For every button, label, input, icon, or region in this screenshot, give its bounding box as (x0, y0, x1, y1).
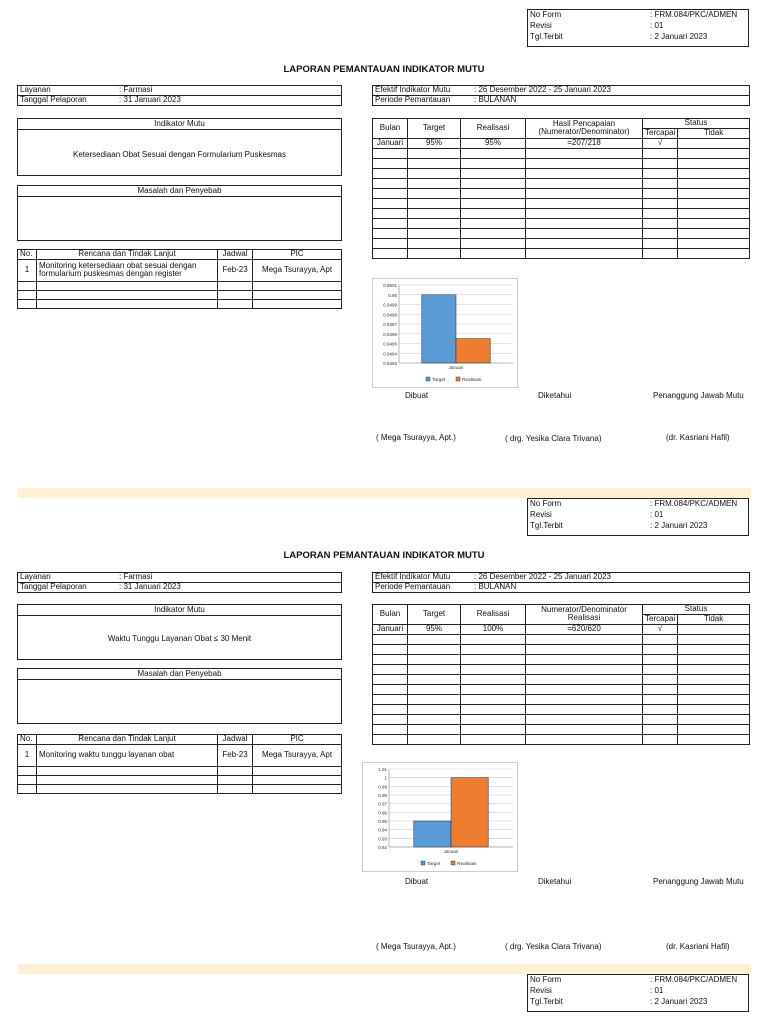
empty-cell (643, 228, 678, 238)
empty-cell (373, 198, 408, 208)
empty-cell (643, 188, 678, 198)
y-tick-label: 1 (384, 775, 387, 781)
empty-cell (373, 714, 408, 724)
chart-0 (372, 278, 518, 388)
empty-cell (373, 148, 408, 158)
empty-cell (461, 178, 526, 188)
empty-cell (526, 734, 643, 744)
empty-cell (408, 168, 461, 178)
empty-cell (408, 208, 461, 218)
empty-cell (643, 644, 678, 654)
empty-cell (526, 148, 643, 158)
empty-cell (461, 188, 526, 198)
empty-cell (461, 714, 526, 724)
empty-cell (408, 674, 461, 684)
indikator-text: Ketersediaan Obat Sesuai dengan Formularium Puskesmas (73, 150, 286, 159)
sign-penanggung: Penanggung Jawab Mutu (653, 391, 744, 400)
bar-realisasi (456, 339, 490, 363)
report-info-right: Efektif Indikator Mutu : 26 Desember 2022 - 25 Januari 2023 Periode Pemantauan : BULANAN (372, 572, 750, 593)
empty-cell (678, 674, 750, 684)
empty-cell (373, 734, 408, 744)
empty-cell (678, 248, 750, 258)
empty-cell (373, 168, 408, 178)
empty-cell (408, 734, 461, 744)
bar-chart-svg (363, 763, 519, 873)
form-info-box: No Form : FRM.084/PKC/ADMEN Revisi : 01 Tgl.Terbit : 2 Januari 2023 (527, 498, 749, 536)
empty-cell (461, 654, 526, 664)
empty-cell (678, 664, 750, 674)
sign-dibuat: Dibuat (405, 391, 429, 400)
empty-cell (408, 188, 461, 198)
bar-realisasi (451, 778, 488, 847)
empty-cell (408, 178, 461, 188)
empty-cell (678, 238, 750, 248)
empty-cell (526, 248, 643, 258)
report-title: LAPORAN PEMANTAUAN INDIKATOR MUTU (283, 550, 485, 561)
empty-cell (408, 248, 461, 258)
empty-cell (461, 664, 526, 674)
empty-cell (526, 634, 643, 644)
empty-cell (461, 248, 526, 258)
x-tick-label: Januari (443, 849, 459, 854)
empty-cell (678, 228, 750, 238)
empty-cell (373, 694, 408, 704)
empty-cell (643, 218, 678, 228)
empty-cell (461, 674, 526, 684)
empty-cell (526, 228, 643, 238)
empty-cell (526, 714, 643, 724)
empty-cell (526, 654, 643, 664)
empty-cell (373, 674, 408, 684)
empty-cell (526, 218, 643, 228)
empty-cell (373, 218, 408, 228)
legend-swatch (456, 377, 460, 381)
indikator-text: Waktu Tunggu Layanan Obat ≤ 30 Menit (107, 634, 252, 643)
empty-cell (526, 664, 643, 674)
empty-cell (526, 158, 643, 168)
form-info-box: No Form : FRM.084/PKC/ADMEN Revisi : 01 Tgl.Terbit : 2 Januari 2023 (527, 974, 749, 1012)
y-tick-label: 0.9495 (383, 341, 397, 347)
empty-cell (461, 724, 526, 734)
empty-cell (408, 704, 461, 714)
y-tick-label: 0.97 (378, 801, 387, 807)
empty-cell (373, 684, 408, 694)
sign-dibuat: Dibuat (405, 877, 429, 886)
empty-cell (643, 178, 678, 188)
bar-chart-svg (373, 279, 519, 389)
empty-cell (408, 634, 461, 644)
empty-cell (373, 248, 408, 258)
empty-cell (408, 714, 461, 724)
y-tick-label: 0.9493 (383, 361, 397, 366)
sign-name-2: ( drg. Yesika Clara Trivana) (505, 942, 602, 951)
empty-cell (678, 654, 750, 664)
empty-cell (643, 248, 678, 258)
empty-cell (408, 644, 461, 654)
empty-cell (373, 644, 408, 654)
legend-label: Realisasi (462, 378, 482, 383)
empty-cell (373, 724, 408, 734)
empty-cell (643, 158, 678, 168)
empty-cell (526, 238, 643, 248)
y-tick-label: 0.95 (388, 292, 397, 298)
legend-label: Target (432, 378, 446, 383)
legend-label: Target (427, 862, 441, 867)
empty-cell (373, 208, 408, 218)
empty-cell (526, 188, 643, 198)
empty-cell (408, 724, 461, 734)
pencapaian-table: Bulan Target Realisasi Numerator/Denominator Realisasi Status Tercapai Tidak Januari 95% 100% =620/620 √ (372, 604, 750, 745)
empty-cell (643, 198, 678, 208)
bar-target (414, 821, 451, 847)
empty-cell (373, 664, 408, 674)
empty-cell (408, 158, 461, 168)
indikator-box: Indikator Mutu Ketersediaan Obat Sesuai dengan Formularium Puskesmas (17, 118, 342, 176)
empty-cell (678, 714, 750, 724)
empty-cell (408, 664, 461, 674)
empty-cell (526, 644, 643, 654)
y-tick-label: 0.9496 (383, 331, 397, 337)
empty-cell (643, 238, 678, 248)
empty-cell (461, 158, 526, 168)
empty-cell (461, 694, 526, 704)
chart-1 (362, 762, 518, 872)
empty-cell (643, 684, 678, 694)
empty-cell (461, 148, 526, 158)
empty-cell (408, 228, 461, 238)
sign-name-3: (dr. Kasriani Hafil) (666, 433, 730, 442)
report-info-left: Layanan : Farmasi Tanggal Pelaporan : 31 Januari 2023 (17, 572, 342, 593)
y-tick-label: 0.94 (378, 827, 387, 833)
y-tick-label: 0.93 (378, 836, 387, 842)
empty-cell (408, 694, 461, 704)
empty-cell (526, 674, 643, 684)
sign-diketahui: Diketahui (538, 877, 572, 886)
empty-cell (461, 208, 526, 218)
empty-cell (643, 654, 678, 664)
empty-cell (408, 654, 461, 664)
empty-cell (643, 694, 678, 704)
empty-cell (408, 684, 461, 694)
empty-cell (461, 218, 526, 228)
empty-cell (461, 168, 526, 178)
empty-cell (526, 208, 643, 218)
empty-cell (678, 724, 750, 734)
y-tick-label: 0.9499 (383, 302, 397, 308)
rencana-table: No. Rencana dan Tindak Lanjut Jadwal PIC 1 Monitoring ketersediaan obat sesuai dengan formularium puskesmas dengan register Feb-23 Mega Tsurayya, Apt (17, 249, 342, 309)
legend-swatch (421, 861, 425, 865)
empty-cell (461, 228, 526, 238)
empty-cell (408, 238, 461, 248)
sign-name-1: ( Mega Tsurayya, Apt.) (376, 942, 456, 951)
empty-cell (643, 148, 678, 158)
empty-cell (461, 704, 526, 714)
empty-cell (373, 158, 408, 168)
empty-cell (526, 704, 643, 714)
empty-cell (678, 218, 750, 228)
y-tick-label: 0.9501 (383, 283, 397, 288)
empty-cell (678, 178, 750, 188)
empty-cell (643, 734, 678, 744)
legend-label: Realisasi (457, 862, 477, 867)
sign-name-3: (dr. Kasriani Hafil) (666, 942, 730, 951)
y-tick-label: 1.01 (378, 767, 387, 772)
bar-target (422, 295, 456, 363)
empty-cell (373, 238, 408, 248)
empty-cell (678, 208, 750, 218)
pencapaian-table: Bulan Target Realisasi Hasil Pencapaian (Numerator/Denominator) Status Tercapai Tidak Januari 95% 95% =207/218 √ (372, 118, 750, 259)
y-tick-label: 0.9494 (383, 351, 397, 357)
empty-cell (678, 168, 750, 178)
empty-cell (526, 694, 643, 704)
legend-swatch (451, 861, 455, 865)
empty-cell (461, 684, 526, 694)
empty-cell (678, 684, 750, 694)
empty-cell (373, 654, 408, 664)
report-title: LAPORAN PEMANTAUAN INDIKATOR MUTU (283, 64, 485, 75)
empty-cell (408, 218, 461, 228)
empty-cell (461, 634, 526, 644)
empty-cell (643, 674, 678, 684)
empty-cell (461, 198, 526, 208)
empty-cell (373, 634, 408, 644)
empty-cell (643, 168, 678, 178)
empty-cell (526, 724, 643, 734)
page-separator (18, 488, 751, 498)
empty-cell (526, 178, 643, 188)
empty-cell (373, 228, 408, 238)
empty-cell (461, 644, 526, 654)
empty-cell (373, 188, 408, 198)
rencana-table: No. Rencana dan Tindak Lanjut Jadwal PIC 1 Monitoring waktu tunggu layanan obat Feb-23 Mega Tsurayya, Apt (17, 734, 342, 794)
empty-cell (526, 198, 643, 208)
masalah-box: Masalah dan Penyebab (17, 668, 342, 724)
empty-cell (678, 734, 750, 744)
page-separator (18, 964, 751, 974)
empty-cell (643, 714, 678, 724)
empty-cell (678, 198, 750, 208)
y-tick-label: 0.9497 (383, 322, 397, 327)
empty-cell (408, 148, 461, 158)
empty-cell (678, 644, 750, 654)
empty-cell (678, 148, 750, 158)
y-tick-label: 0.99 (378, 784, 387, 790)
empty-cell (643, 634, 678, 644)
empty-cell (643, 704, 678, 714)
empty-cell (643, 664, 678, 674)
empty-cell (678, 634, 750, 644)
y-tick-label: 0.92 (378, 845, 387, 850)
empty-cell (678, 188, 750, 198)
empty-cell (408, 198, 461, 208)
empty-cell (373, 178, 408, 188)
sign-diketahui: Diketahui (538, 391, 572, 400)
report-info-left: Layanan : Farmasi Tanggal Pelaporan : 31 Januari 2023 (17, 85, 342, 106)
empty-cell (678, 158, 750, 168)
empty-cell (526, 168, 643, 178)
indikator-box: Indikator Mutu Waktu Tunggu Layanan Obat ≤ 30 Menit (17, 604, 342, 660)
empty-cell (643, 724, 678, 734)
x-tick-label: Januari (448, 365, 464, 370)
legend-swatch (426, 377, 430, 381)
y-tick-label: 0.96 (378, 810, 387, 816)
y-tick-label: 0.9498 (383, 312, 397, 318)
empty-cell (461, 238, 526, 248)
y-tick-label: 0.95 (378, 819, 387, 824)
masalah-box: Masalah dan Penyebab (17, 185, 342, 241)
report-info-right: Efektif Indikator Mutu : 26 Desember 2022 - 25 Januari 2023 Periode Pemantauan : BULANAN (372, 85, 750, 106)
empty-cell (678, 694, 750, 704)
y-tick-label: 0.98 (378, 793, 387, 798)
form-info-box: No Form : FRM.084/PKC/ADMEN Revisi : 01 Tgl.Terbit : 2 Januari 2023 (527, 9, 749, 47)
empty-cell (678, 704, 750, 714)
empty-cell (526, 684, 643, 694)
sign-penanggung: Penanggung Jawab Mutu (653, 877, 744, 886)
empty-cell (643, 208, 678, 218)
empty-cell (373, 704, 408, 714)
sign-name-2: ( drg. Yesika Clara Trivana) (505, 434, 602, 443)
sign-name-1: ( Mega Tsurayya, Apt.) (376, 433, 456, 442)
empty-cell (461, 734, 526, 744)
